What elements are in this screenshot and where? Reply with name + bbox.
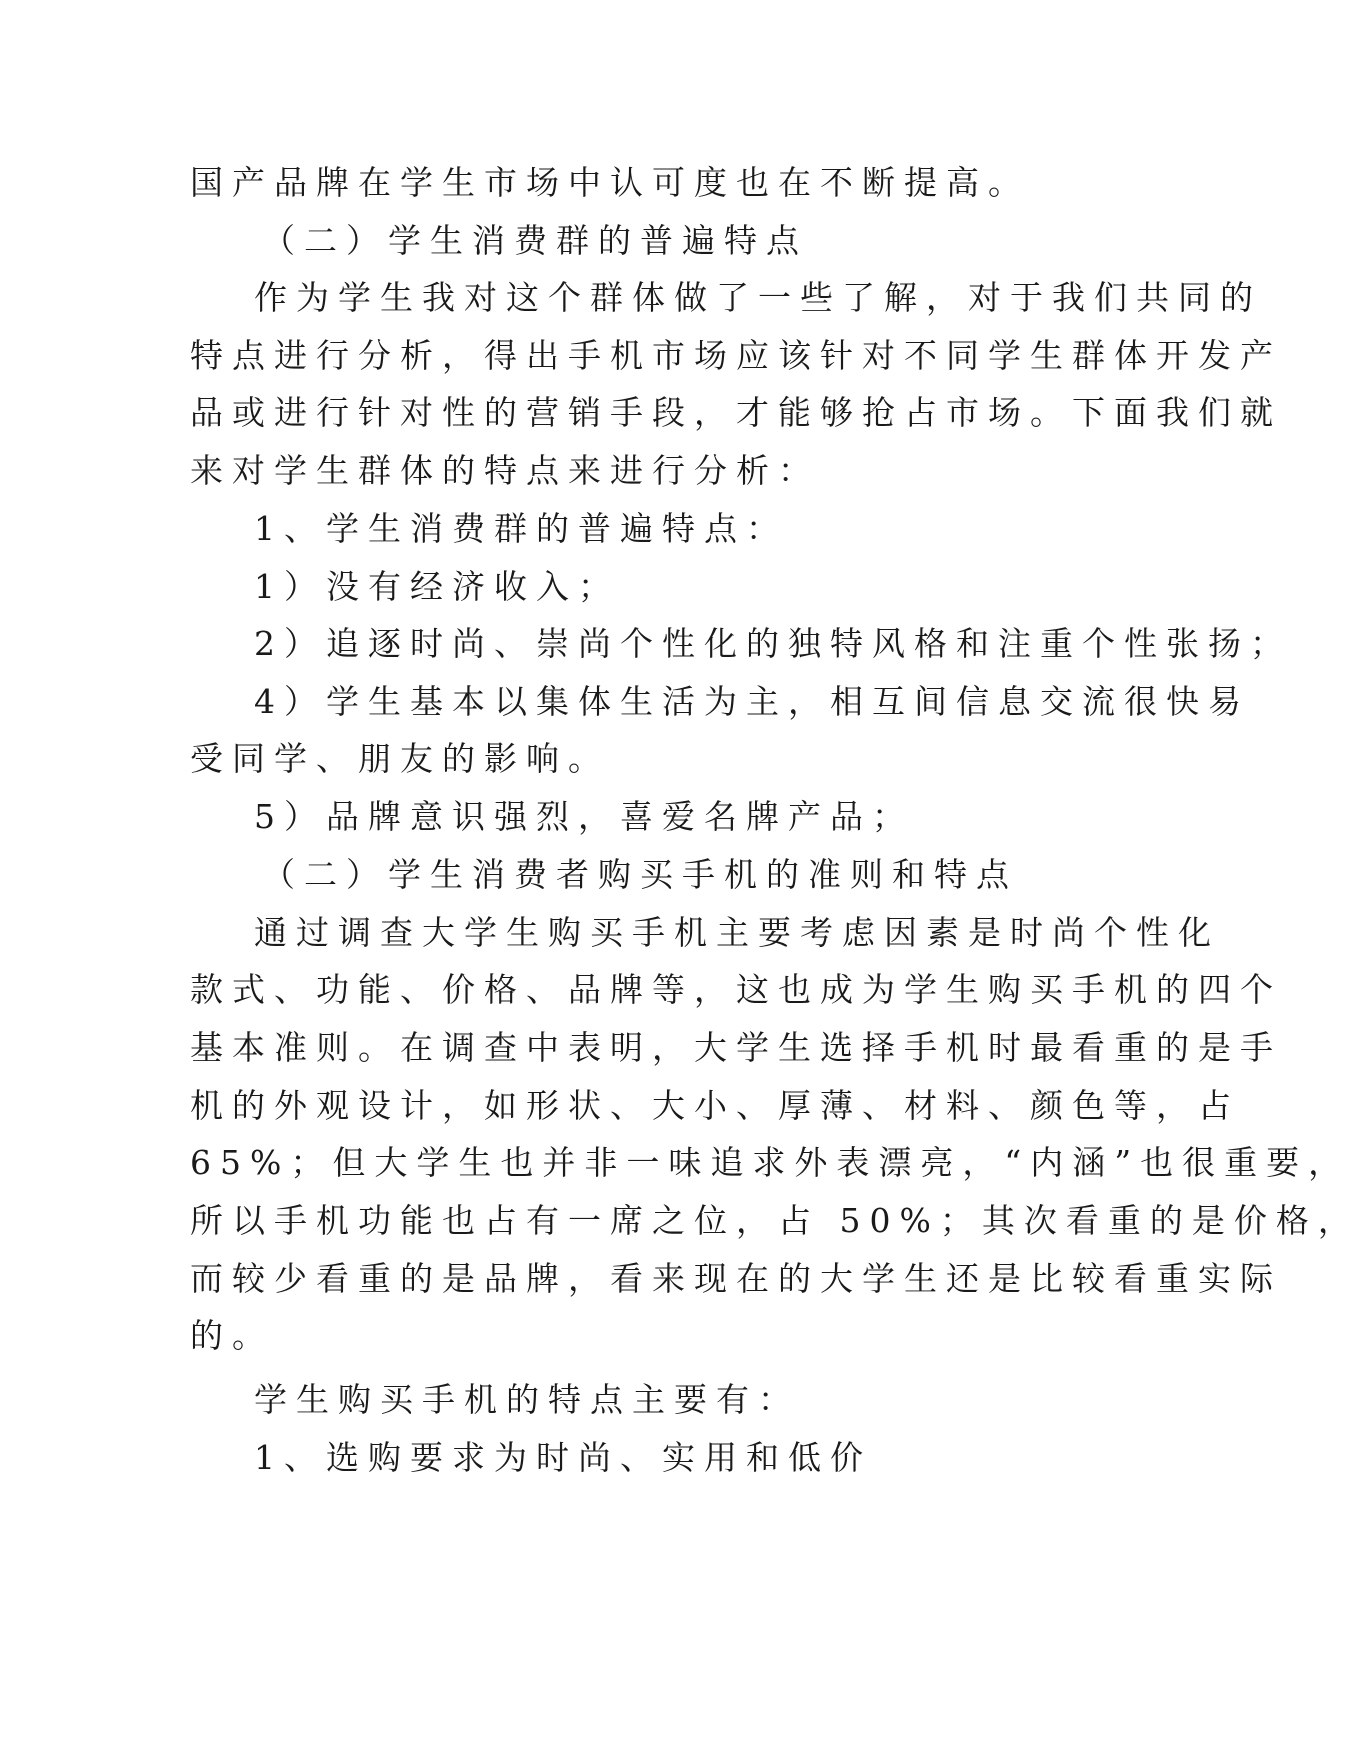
paragraph-line: 作为学生我对这个群体做了一些了解，对于我们共同的: [254, 278, 1262, 317]
list-item: 2）追逐时尚、崇尚个性化的独特风格和注重个性张扬；: [254, 624, 1292, 663]
paragraph-line: 65%；但大学生也并非一味追求外表漂亮，“内涵”也很重要，: [190, 1143, 1351, 1182]
paragraph-line: 来对学生群体的特点来进行分析：: [190, 451, 820, 490]
list-heading: 1、学生消费群的普遍特点：: [254, 509, 788, 548]
paragraph-line: 学生购买手机的特点主要有：: [254, 1380, 800, 1419]
paragraph-line: 款式、功能、价格、品牌等，这也成为学生购买手机的四个: [190, 970, 1282, 1009]
list-item: 1、选购要求为时尚、实用和低价: [254, 1438, 872, 1477]
paragraph-line: 品或进行针对性的营销手段，才能够抢占市场。下面我们就: [190, 393, 1282, 432]
list-item: 5）品牌意识强烈，喜爱名牌产品；: [254, 797, 914, 836]
paragraph-line: 机的外观设计，如形状、大小、厚薄、材料、颜色等，占: [190, 1086, 1240, 1125]
paragraph-line: 所以手机功能也占有一席之位，占 50%；其次看重的是价格，: [190, 1201, 1360, 1240]
paragraph-line: 国产品牌在学生市场中认可度也在不断提高。: [190, 163, 1030, 202]
section-heading: （二）学生消费者购买手机的准则和特点: [262, 855, 1018, 894]
list-item: 4）学生基本以集体生活为主，相互间信息交流很快易: [254, 682, 1250, 721]
list-item: 1）没有经济收入；: [254, 567, 620, 606]
paragraph-line: 而较少看重的是品牌，看来现在的大学生还是比较看重实际: [190, 1259, 1282, 1298]
paragraph-line: 的。: [190, 1316, 274, 1355]
paragraph-line: 特点进行分析，得出手机市场应该针对不同学生群体开发产: [190, 336, 1282, 375]
paragraph-line: 通过调查大学生购买手机主要考虑因素是时尚个性化: [254, 913, 1220, 952]
paragraph-line: 基本准则。在调查中表明，大学生选择手机时最看重的是手: [190, 1028, 1282, 1067]
section-heading: （二）学生消费群的普遍特点: [262, 221, 808, 260]
list-item-continuation: 受同学、朋友的影响。: [190, 739, 610, 778]
